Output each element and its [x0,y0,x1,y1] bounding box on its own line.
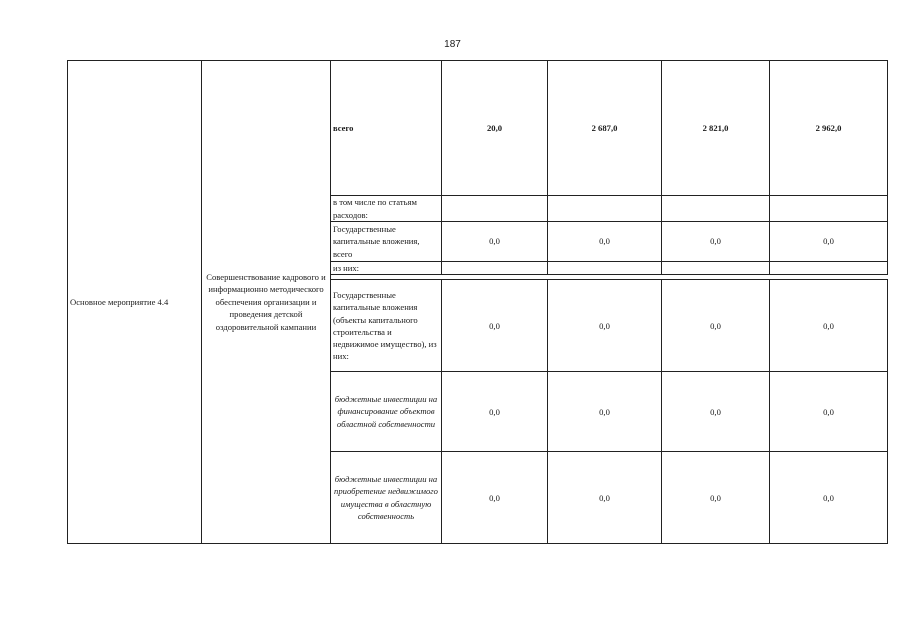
event-description-cell: Совершенствование кадрового и информационно методического обеспечения организации и проведения детской оздоровительной кампании [202,61,331,544]
value-cell: 0,0 [442,280,548,372]
row-label: из них: [331,262,442,275]
budget-table [67,60,888,544]
page-number: 187 [444,39,461,50]
value-cell: 0,0 [770,372,888,452]
value-cell: 0,0 [770,280,888,372]
value-cell: 0,0 [442,372,548,452]
value-cell: 2 821,0 [662,61,770,196]
row-label: Государственные капитальные вложения (объекты капитального строительства и недвижимое имущество), из них: [331,280,442,372]
value-cell: 0,0 [442,452,548,544]
value-cell: 0,0 [548,372,662,452]
empty-cell [442,196,548,222]
value-cell: 0,0 [662,280,770,372]
value-cell: 0,0 [442,222,548,262]
value-cell: 2 687,0 [548,61,662,196]
value-cell: 20,0 [442,61,548,196]
event-name-cell: Основное мероприятие 4.4 [68,61,202,544]
value-cell: 0,0 [548,222,662,262]
row-label: бюджетные инвестиции на финансирование объектов областной собственности [331,372,442,452]
empty-cell [662,262,770,275]
value-cell: 0,0 [548,280,662,372]
empty-cell [548,262,662,275]
empty-cell [770,196,888,222]
row-label-total: всего [331,61,442,196]
value-cell: 0,0 [662,222,770,262]
value-cell: 0,0 [770,452,888,544]
value-cell: 0,0 [770,222,888,262]
row-label: бюджетные инвестиции на приобретение недвижимого имущества в областную собственность [331,452,442,544]
empty-cell [442,262,548,275]
table-row-total [68,61,888,196]
empty-cell [662,196,770,222]
value-cell: 2 962,0 [770,61,888,196]
value-cell: 0,0 [662,452,770,544]
empty-cell [770,262,888,275]
row-label: в том числе по статьям расходов: [331,196,442,222]
empty-cell [548,196,662,222]
value-cell: 0,0 [662,372,770,452]
row-label: Государственные капитальные вложения, всего [331,222,442,262]
value-cell: 0,0 [548,452,662,544]
